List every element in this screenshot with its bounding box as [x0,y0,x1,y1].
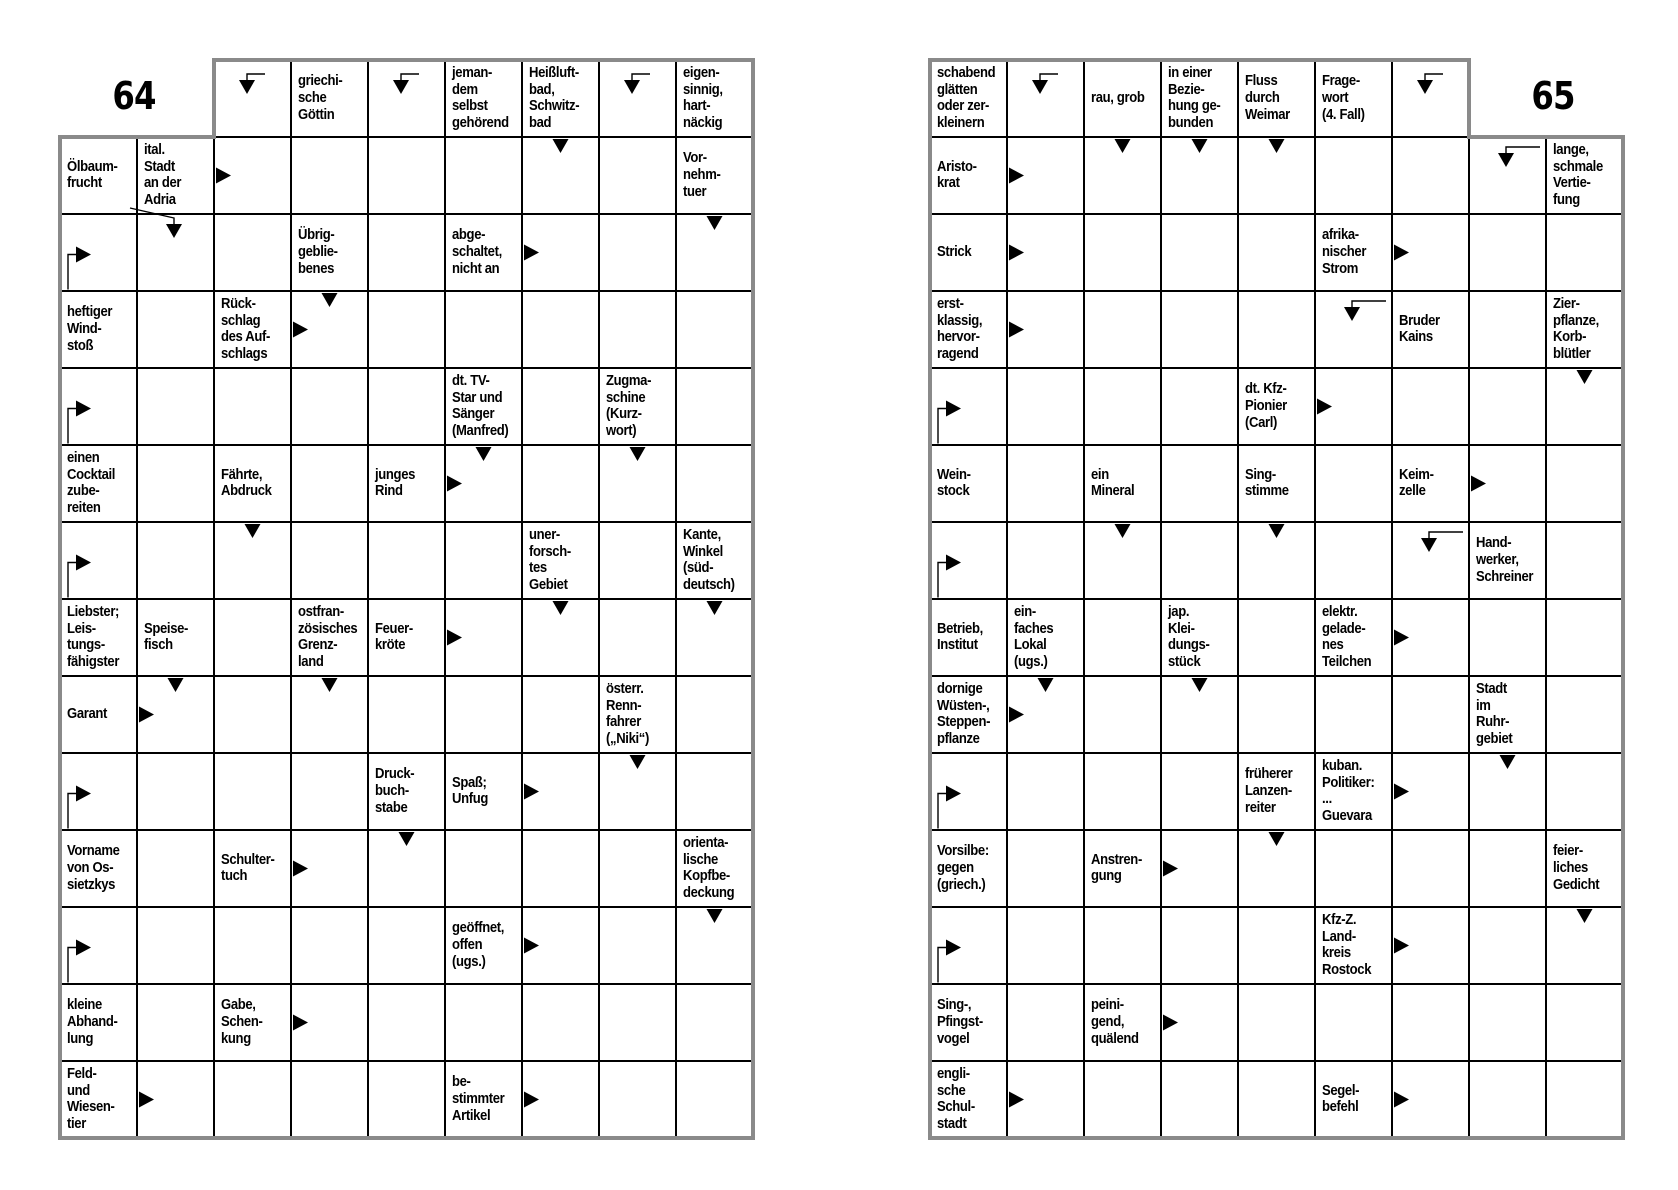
arrow-L-right-r1 [216,168,231,184]
arrow-R-down-2-5 [1115,524,1131,538]
arrow-R-head-6 [1417,80,1433,94]
arrow-L-down-5-4 [476,447,492,461]
arrow-R-right-r13b [1394,1092,1409,1108]
arrow-R-head-1-line [1040,74,1058,80]
arrow-L-down-4-9 [399,832,415,846]
clue-R-21: elektr. gelade- nes Teilchen [1322,602,1372,671]
clue-R-26: Vorsilbe: gegen (griech.) [937,842,989,893]
arrow-R-right-r2 [1009,245,1024,261]
arrow-L-right-r13b [524,1092,539,1108]
arrow-L-bent-r2 [76,247,91,263]
arrow-L-head-4-line [401,74,419,80]
arrow-L-down-8-10 [707,909,723,923]
arrow-R-head-6-line [1425,74,1443,80]
arrow-R-down-2-0 [1115,139,1131,153]
arrow-L-bent-r11-line [68,948,76,983]
clue-L-4: Ölbaum- frucht [67,157,118,192]
arrow-L-right-r9 [524,784,539,800]
arrow-L-right-r8 [139,707,154,723]
clue-R-15: Sing- stimme [1245,465,1289,500]
clue-R-12: dt. Kfz- Pionier (Carl) [1245,380,1287,431]
clue-L-30: kleine Abhand- lung [67,996,118,1047]
clue-L-2: Heißluft- bad, Schwitz- bad [529,63,580,132]
page-number-right: 65 [1531,74,1575,118]
arrow-L-right-r12 [293,1015,308,1031]
clue-L-1: jeman- dem selbst gehörend [452,63,509,132]
clue-L-21: Feuer- kröte [375,619,413,654]
clue-R-1: rau, grob [1091,89,1145,107]
clue-L-29: geöffnet, offen (ugs.) [452,919,505,970]
clue-R-3: Fluss durch Weimar [1245,72,1290,123]
page-number-left: 64 [112,74,156,118]
clue-R-28: feier- liches Gedicht [1553,842,1600,893]
clue-R-11: Zier- pflanze, Korb- blütler [1553,294,1599,363]
clue-L-18: Liebster; Leis- tungs- fähigster [67,602,120,671]
arrow-R-right-r1 [1009,168,1024,184]
arrow-R-right-r8 [1009,707,1024,723]
clue-L-6: Vor- nehm- tuer [683,149,721,200]
clue-R-14: ein Mineral [1091,465,1135,500]
arrow-L-down-8-6 [707,601,723,615]
clue-R-17: Hand- werker, Schreiner [1476,534,1534,585]
clue-R-27: Anstren- gung [1091,850,1142,885]
arrow-L-down-3-2 [322,293,338,307]
arrow-L-head-7 [624,80,640,94]
arrow-L-down-1-1 [166,224,182,238]
arrow-L-down-2-5 [245,524,261,538]
arrow-R-right-r3 [1009,322,1024,338]
arrow-R-down-5-3 [1344,307,1360,321]
arrow-L-right-r11 [524,938,539,954]
clue-R-18: Betrieb, Institut [937,619,983,654]
arrow-R-bent-r9-line [938,794,946,829]
clue-R-32: engli- sche Schul- stadt [937,1064,975,1133]
arrow-R-bent-5-3-line [1352,301,1386,307]
arrow-R-bent-r11-line [938,948,946,983]
arrow-R-down-3-7 [1192,678,1208,692]
arrow-L-right-r5 [447,476,462,492]
clue-L-14: Fährte, Abdruck [221,465,272,500]
arrow-R-right-r12 [1163,1015,1178,1031]
arrow-R-bent-r11 [946,940,961,956]
arrow-R-down-7-1 [1498,153,1514,167]
arrow-R-right-r4 [1317,399,1332,415]
arrow-L-right-r2 [524,245,539,261]
clue-R-0: schabend glätten oder zer- kleinern [937,63,996,132]
arrow-L-right-r7 [447,630,462,646]
arrow-R-down-4-5 [1269,524,1285,538]
arrow-R-right-r11 [1394,938,1409,954]
arrow-R-right-r7 [1394,630,1409,646]
clue-R-7: Strick [937,243,972,261]
arrow-R-bent-r9 [946,786,961,802]
arrow-R-bent-r4-line [938,409,946,444]
arrow-L-bent-r6-line [68,563,76,598]
clue-R-19: ein- faches Lokal (ugs.) [1014,602,1054,671]
clue-R-33: Segel- befehl [1322,1081,1360,1116]
arrow-R-right-r5 [1471,476,1486,492]
arrow-R-down-4-9 [1269,832,1285,846]
clue-L-22: Garant [67,705,108,723]
arrow-R-right-r9 [1394,784,1409,800]
clue-R-2: in einer Bezie- hung ge- bunden [1168,63,1221,132]
arrow-R-bent-7-1-line [1506,147,1540,153]
clue-L-32: Feld- und Wiesen- tier [67,1064,115,1133]
clue-L-8: abge- schaltet, nicht an [452,226,502,277]
arrow-L-head-2 [239,80,255,94]
clue-R-6: lange, schmale Vertie- fung [1553,140,1603,209]
clue-L-31: Gabe, Schen- kung [221,996,263,1047]
clue-L-27: Schulter- tuch [221,850,275,885]
clue-R-30: Sing-, Pfingst- vogel [937,996,983,1047]
arrow-L-bent-r9 [76,786,91,802]
arrow-L-right-r13 [139,1092,154,1108]
arrow-R-right-r2b [1394,245,1409,261]
clue-R-20: jap. Klei- dungs- stück [1168,602,1210,671]
arrow-L-down-3-7 [322,678,338,692]
clue-L-17: Kante, Winkel (süd- deutsch) [683,525,735,594]
arrow-L-head-7-line [632,74,650,80]
arrow-L-right-r3 [293,322,308,338]
clue-R-10: Bruder Kains [1399,311,1440,346]
arrow-R-down-7-8 [1500,755,1516,769]
clue-L-9: heftiger Wind- stoß [67,303,113,354]
arrow-L-down-1-7 [168,678,184,692]
arrow-L-bent-r9-line [68,794,76,829]
clue-L-15: junges Rind [375,465,416,500]
clue-R-16: Keim- zelle [1399,465,1434,500]
arrow-L-right-r10 [293,861,308,877]
clue-L-10: Rück- schlag des Auf- schlags [221,294,271,363]
arrow-R-down-6-6 [1421,538,1437,552]
clue-L-12: Zugma- schine (Kurz- wort) [606,371,652,440]
clue-L-19: Speise- fisch [144,619,189,654]
clue-R-5: Aristo- krat [937,157,977,192]
arrow-L-down-8-1 [707,216,723,230]
clue-R-4: Frage- wort (4. Fall) [1322,72,1365,123]
arrow-L-bent-r4-line [68,409,76,444]
clue-L-11: dt. TV- Star und Sänger (Manfred) [452,371,509,440]
clue-R-8: afrika- nischer Strom [1322,226,1367,277]
clue-R-24: früherer Lanzen- reiter [1245,765,1293,816]
clue-R-29: Kfz-Z. Land- kreis Rostock [1322,910,1372,979]
clue-L-16: uner- forsch- tes Gebiet [529,525,571,594]
clue-L-13: einen Cocktail zube- reiten [67,448,116,517]
arrow-R-bent-r6-line [938,563,946,598]
arrow-L-down-6-6 [553,601,569,615]
clue-R-9: erst- klassig, hervor- ragend [937,294,983,363]
arrow-L-bent-r11 [76,940,91,956]
clue-R-23: Stadt im Ruhr- gebiet [1476,679,1513,748]
arrow-R-down-8-3 [1577,370,1593,384]
arrow-R-bent-r6 [946,555,961,571]
arrow-R-head-1 [1032,80,1048,94]
clue-R-22: dornige Wüsten-, Steppen- pflanze [937,679,991,748]
arrow-R-bent-6-6-line [1429,532,1463,538]
clue-R-13: Wein- stock [937,465,971,500]
clue-L-20: ostfran- zösisches Grenz- land [298,602,358,671]
arrow-L-bent-r2-line [68,255,76,290]
arrow-R-right-r10 [1163,861,1178,877]
arrow-R-bent-r4 [946,401,961,417]
arrow-R-down-3-0 [1192,139,1208,153]
clue-L-28: orienta- lische Kopfbe- deckung [683,833,735,902]
arrow-R-down-8-10 [1577,909,1593,923]
arrow-L-down-7-8 [630,755,646,769]
clue-R-31: peini- gend, quälend [1091,996,1139,1047]
arrow-L-head-4 [393,80,409,94]
arrow-R-down-4-0 [1269,139,1285,153]
clue-L-7: Übrig- geblie- benes [298,226,338,277]
clue-L-25: Spaß; Unfug [452,773,488,808]
arrow-L-bent-r6 [76,555,91,571]
arrow-L-down-7-4 [630,447,646,461]
clue-L-26: Vorname von Os- sietzkys [67,842,120,893]
clue-L-33: be- stimmter Artikel [452,1073,505,1124]
arrow-L-down-6-0 [553,139,569,153]
arrow-L-bent-r4 [76,401,91,417]
clue-L-5: ital. Stadt an der Adria [144,140,182,209]
clue-L-24: Druck- buch- stabe [375,765,415,816]
arrow-R-right-r13 [1009,1092,1024,1108]
arrow-L-head-2-line [247,74,265,80]
clue-R-25: kuban. Politiker: ... Guevara [1322,756,1375,825]
clue-L-0: griechi- sche Göttin [298,72,343,123]
arrow-R-down-1-7 [1038,678,1054,692]
clue-L-3: eigen- sinnig, hart- näckig [683,63,723,132]
clue-L-23: österr. Renn- fahrer („Niki“) [606,679,649,748]
